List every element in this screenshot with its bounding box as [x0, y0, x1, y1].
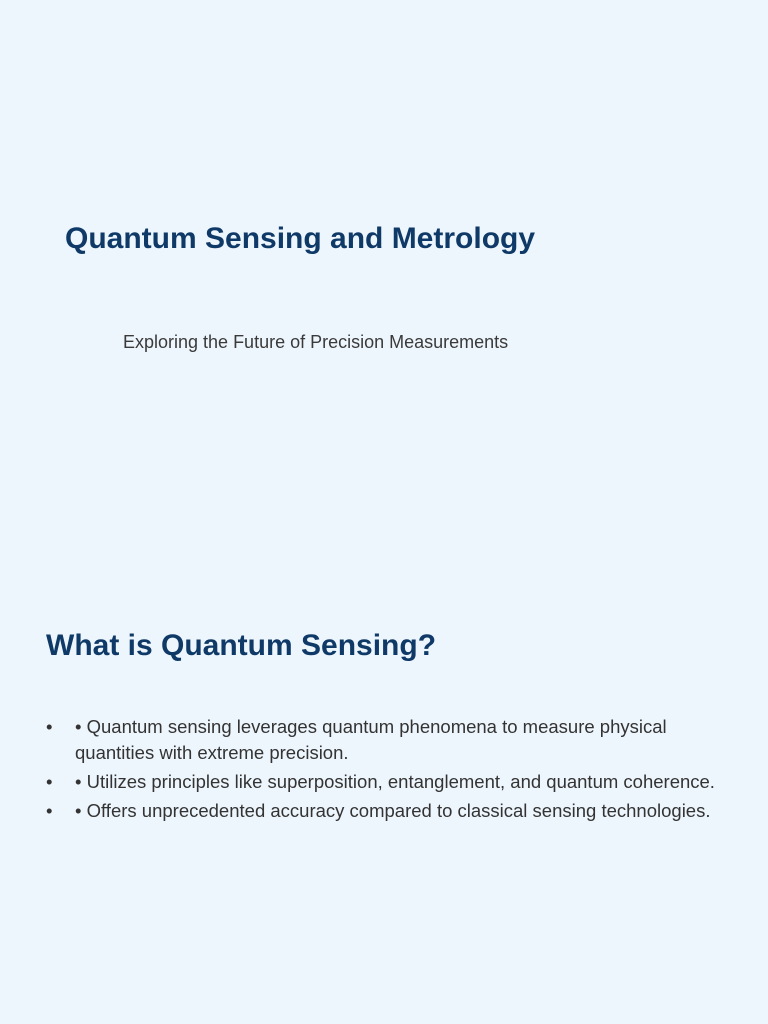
slide-title: Quantum Sensing and Metrology: [65, 222, 536, 255]
content-slide: [0, 512, 768, 1024]
bullet-item: [46, 769, 716, 795]
bullet-item: [46, 798, 716, 824]
bullet-marker: •: [46, 716, 53, 737]
bullet-text: • Offers unprecedented accuracy compared to classical sensing technologies.: [75, 800, 711, 821]
bullet-list: [46, 714, 716, 827]
bullet-item: [46, 714, 716, 766]
section-heading: What is Quantum Sensing?: [46, 629, 437, 662]
bullet-text: • Quantum sensing leverages quantum phenomena to measure physical quantities with extreme precision.: [75, 716, 667, 763]
slide-subtitle: Exploring the Future of Precision Measurements: [123, 332, 509, 352]
bullet-marker: •: [46, 800, 53, 821]
bullet-text: • Utilizes principles like superposition, entanglement, and quantum coherence.: [75, 771, 715, 792]
bullet-marker: •: [46, 771, 53, 792]
